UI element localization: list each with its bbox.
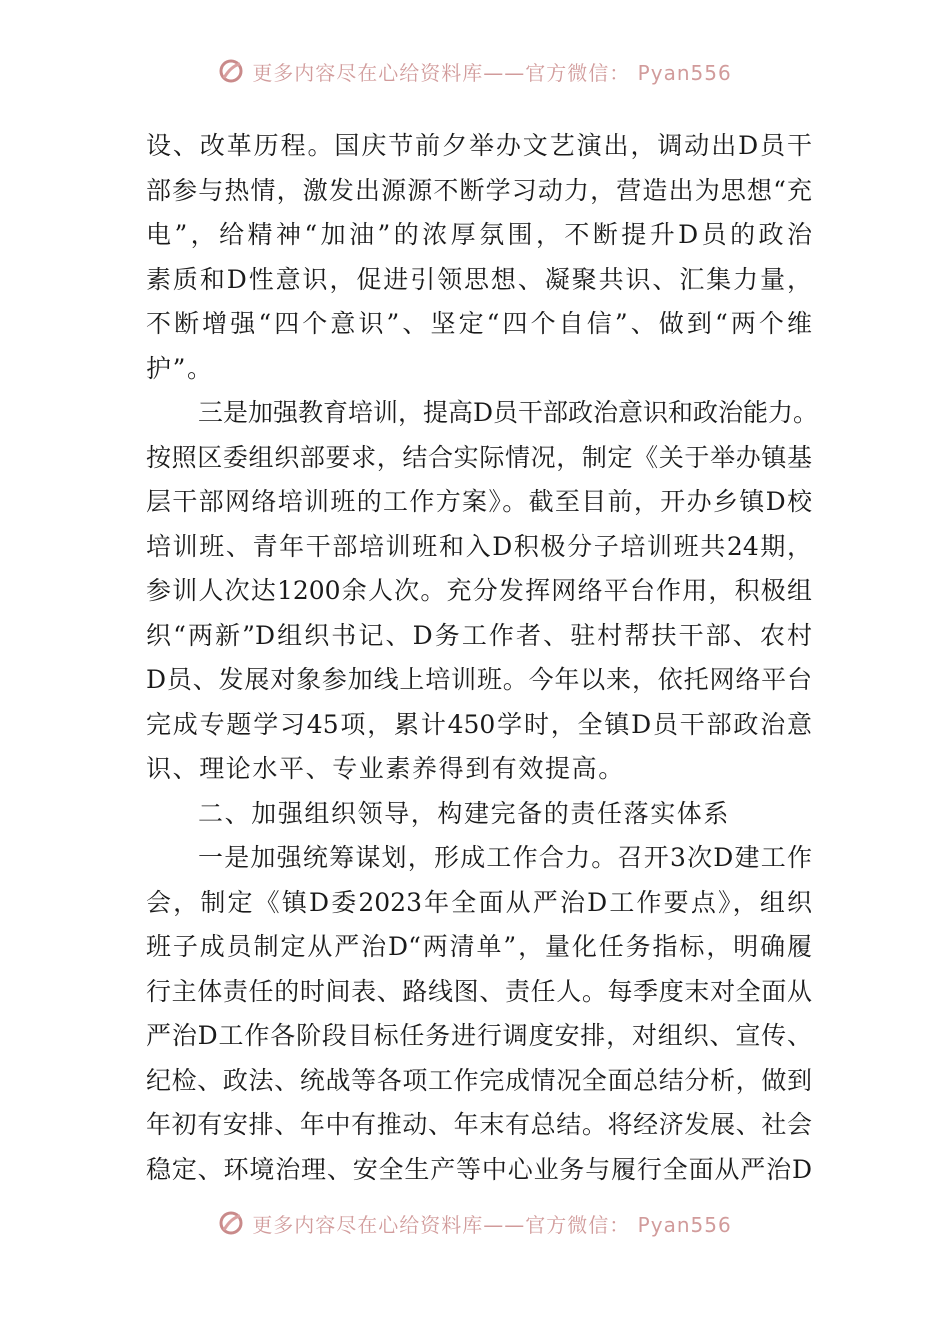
watermark-text: 更多内容尽在心给资料库——官方微信： Pyan556 xyxy=(252,60,732,85)
text-line: 设、改革历程。国庆节前夕举办文艺演出，调动出D员干 xyxy=(146,131,812,160)
text-line: 会，制定《镇D委2023年全面从严治D工作要点》，组织 xyxy=(146,887,812,917)
text-line: 稳定、环境治理、安全生产等中心业务与履行全面从严治D xyxy=(146,1154,812,1184)
document-body xyxy=(146,124,819,1192)
text-line: 层干部网络培训班的工作方案》。截至目前，开办乡镇D校 xyxy=(146,487,812,516)
text-line: 培训班、青年干部培训班和入D积极分子培训班共24期， xyxy=(146,531,812,561)
text-line: 纪检、政法、统战等各项工作完成情况全面总结分析，做到 xyxy=(146,1065,812,1095)
text-line: 按照区委组织部要求，结合实际情况，制定《关于举办镇基 xyxy=(146,442,812,472)
logo-icon xyxy=(218,1210,244,1236)
text-line: 严治D工作各阶段目标任务进行调度安排，对组织、宣传、 xyxy=(146,1021,812,1050)
text-line: 完成专题学习45项，累计450学时，全镇D员干部政治意 xyxy=(146,709,812,739)
paragraph-heading: 一是加强统筹谋划，形成工作合力。召开3次D建工作 xyxy=(198,843,812,872)
section-heading: 二、加强组织领导，构建完备的责任落实体系 xyxy=(198,798,731,828)
logo-icon xyxy=(218,58,244,84)
watermark-header xyxy=(0,54,950,88)
text-line: 参训人次达1200余人次。充分发挥网络平台作用，积极组 xyxy=(146,576,812,605)
text-line: 行主体责任的时间表、路线图、责任人。每季度末对全面从 xyxy=(146,976,812,1006)
watermark-text: 更多内容尽在心给资料库——官方微信： Pyan556 xyxy=(252,1212,732,1237)
text-line: 电”，给精神“加油”的浓厚氛围，不断提升D员的政治 xyxy=(146,220,812,249)
paragraph-heading: 三是加强教育培训，提高D员干部政治意识和政治能力。 xyxy=(198,398,819,427)
text-line: 部参与热情，激发出源源不断学习动力，营造出为思想“充 xyxy=(146,175,812,205)
watermark-footer xyxy=(0,1206,950,1240)
text-line: 年初有安排、年中有推动、年末有总结。将经济发展、社会 xyxy=(146,1110,812,1139)
text-line: 护”。 xyxy=(146,353,214,383)
text-line: 不断增强“四个意识”、坚定“四个自信”、做到“两个维 xyxy=(146,309,812,338)
text-line: 识、理论水平、专业素养得到有效提高。 xyxy=(146,754,625,783)
text-line: 班子成员制定从严治D“两清单”，量化任务指标，明确履 xyxy=(146,932,812,961)
text-line: D员、发展对象参加线上培训班。今年以来，依托网络平台 xyxy=(146,665,812,694)
text-line: 织“两新”D组织书记、D务工作者、驻村帮扶干部、农村 xyxy=(146,620,812,650)
text-line: 素质和D性意识，促进引领思想、凝聚共识、汇集力量， xyxy=(146,264,812,294)
